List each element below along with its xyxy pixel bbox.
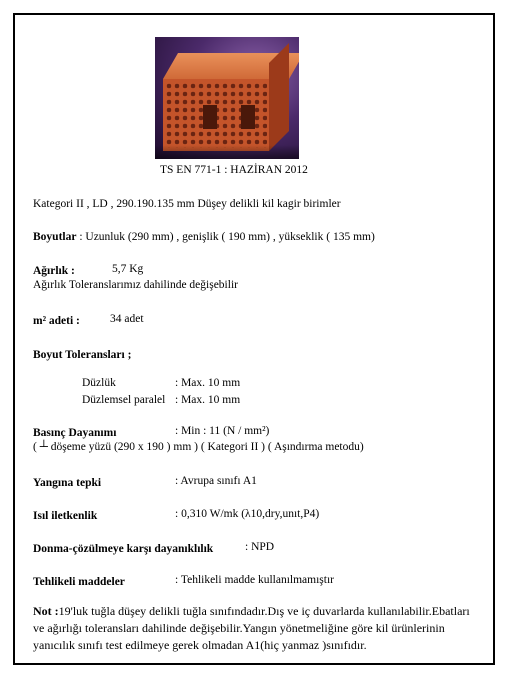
dimensions-value: : Uzunluk (290 mm) , genişlik ( 190 mm) , yükseklik ( 135 mm)	[79, 231, 375, 243]
brick-photo	[155, 37, 299, 159]
thermal-value: : 0,310 W/mk (λ10,dry,unıt,P4)	[175, 508, 320, 520]
note-text: 19'luk tuğla düşey delikli tuğla sınıfındadır.Dış ve iç duvarlarda kullanılabilir.Ebatları ve ağırlığı toleransları dahilinde değişebilir.Yangın yönetmeliğine göre kil ürünlerinin yanıcılık sınıfı test edilmeye gerek olmadan A1(hiç yanmaz )sınıfıdır.	[33, 604, 470, 652]
dimensions-label: Boyutlar	[33, 231, 77, 243]
tolerance-row-label: Düzlük	[82, 377, 116, 389]
thermal-label: Isıl iletkenlik	[33, 510, 98, 522]
per-m2-label: m² adeti :	[33, 315, 80, 327]
note-paragraph	[33, 603, 483, 654]
dimensions-row	[33, 230, 375, 244]
per-m2-value: 34 adet	[110, 313, 144, 325]
fire-label: Yangına tepki	[33, 477, 102, 489]
tolerance-row-label: Düzlemsel paralel	[82, 394, 166, 406]
brick-slot	[241, 105, 255, 129]
category-line: Kategori II , LD , 290.190.135 mm Düşey delikli kil kagir birimler	[33, 198, 341, 210]
brick-side-face	[269, 43, 289, 151]
note-label: Not :	[33, 604, 59, 618]
hazardous-value: : Tehlikeli madde kullanılmamıştır	[175, 574, 334, 586]
photo-shadow	[155, 145, 299, 159]
tolerance-row-value: : Max. 10 mm	[175, 394, 241, 406]
weight-label: Ağırlık :	[33, 265, 75, 277]
freeze-label: Donma-çözülmeye karşı dayanıklılık	[33, 543, 214, 555]
weight-value: 5,7 Kg	[112, 263, 144, 275]
tolerance-heading: Boyut Toleransları ;	[33, 349, 132, 361]
fire-value: : Avrupa sınıfı A1	[175, 475, 257, 487]
tolerance-row-value: : Max. 10 mm	[175, 377, 241, 389]
brick-slot	[203, 105, 217, 129]
compressive-detail: ( ┴ döşeme yüzü (290 x 190 ) mm ) ( Kategori II ) ( Aşındırma metodu)	[33, 441, 364, 453]
standard-line: TS EN 771-1 : HAZİRAN 2012	[160, 164, 308, 176]
freeze-value: : NPD	[245, 541, 275, 553]
hazardous-label: Tehlikeli maddeler	[33, 576, 125, 588]
compressive-label: Basınç Dayanımı	[33, 427, 117, 439]
compressive-value: : Min : 11 (N / mm²)	[175, 425, 270, 437]
weight-note: Ağırlık Toleranslarımız dahilinde değişebilir	[33, 279, 238, 291]
